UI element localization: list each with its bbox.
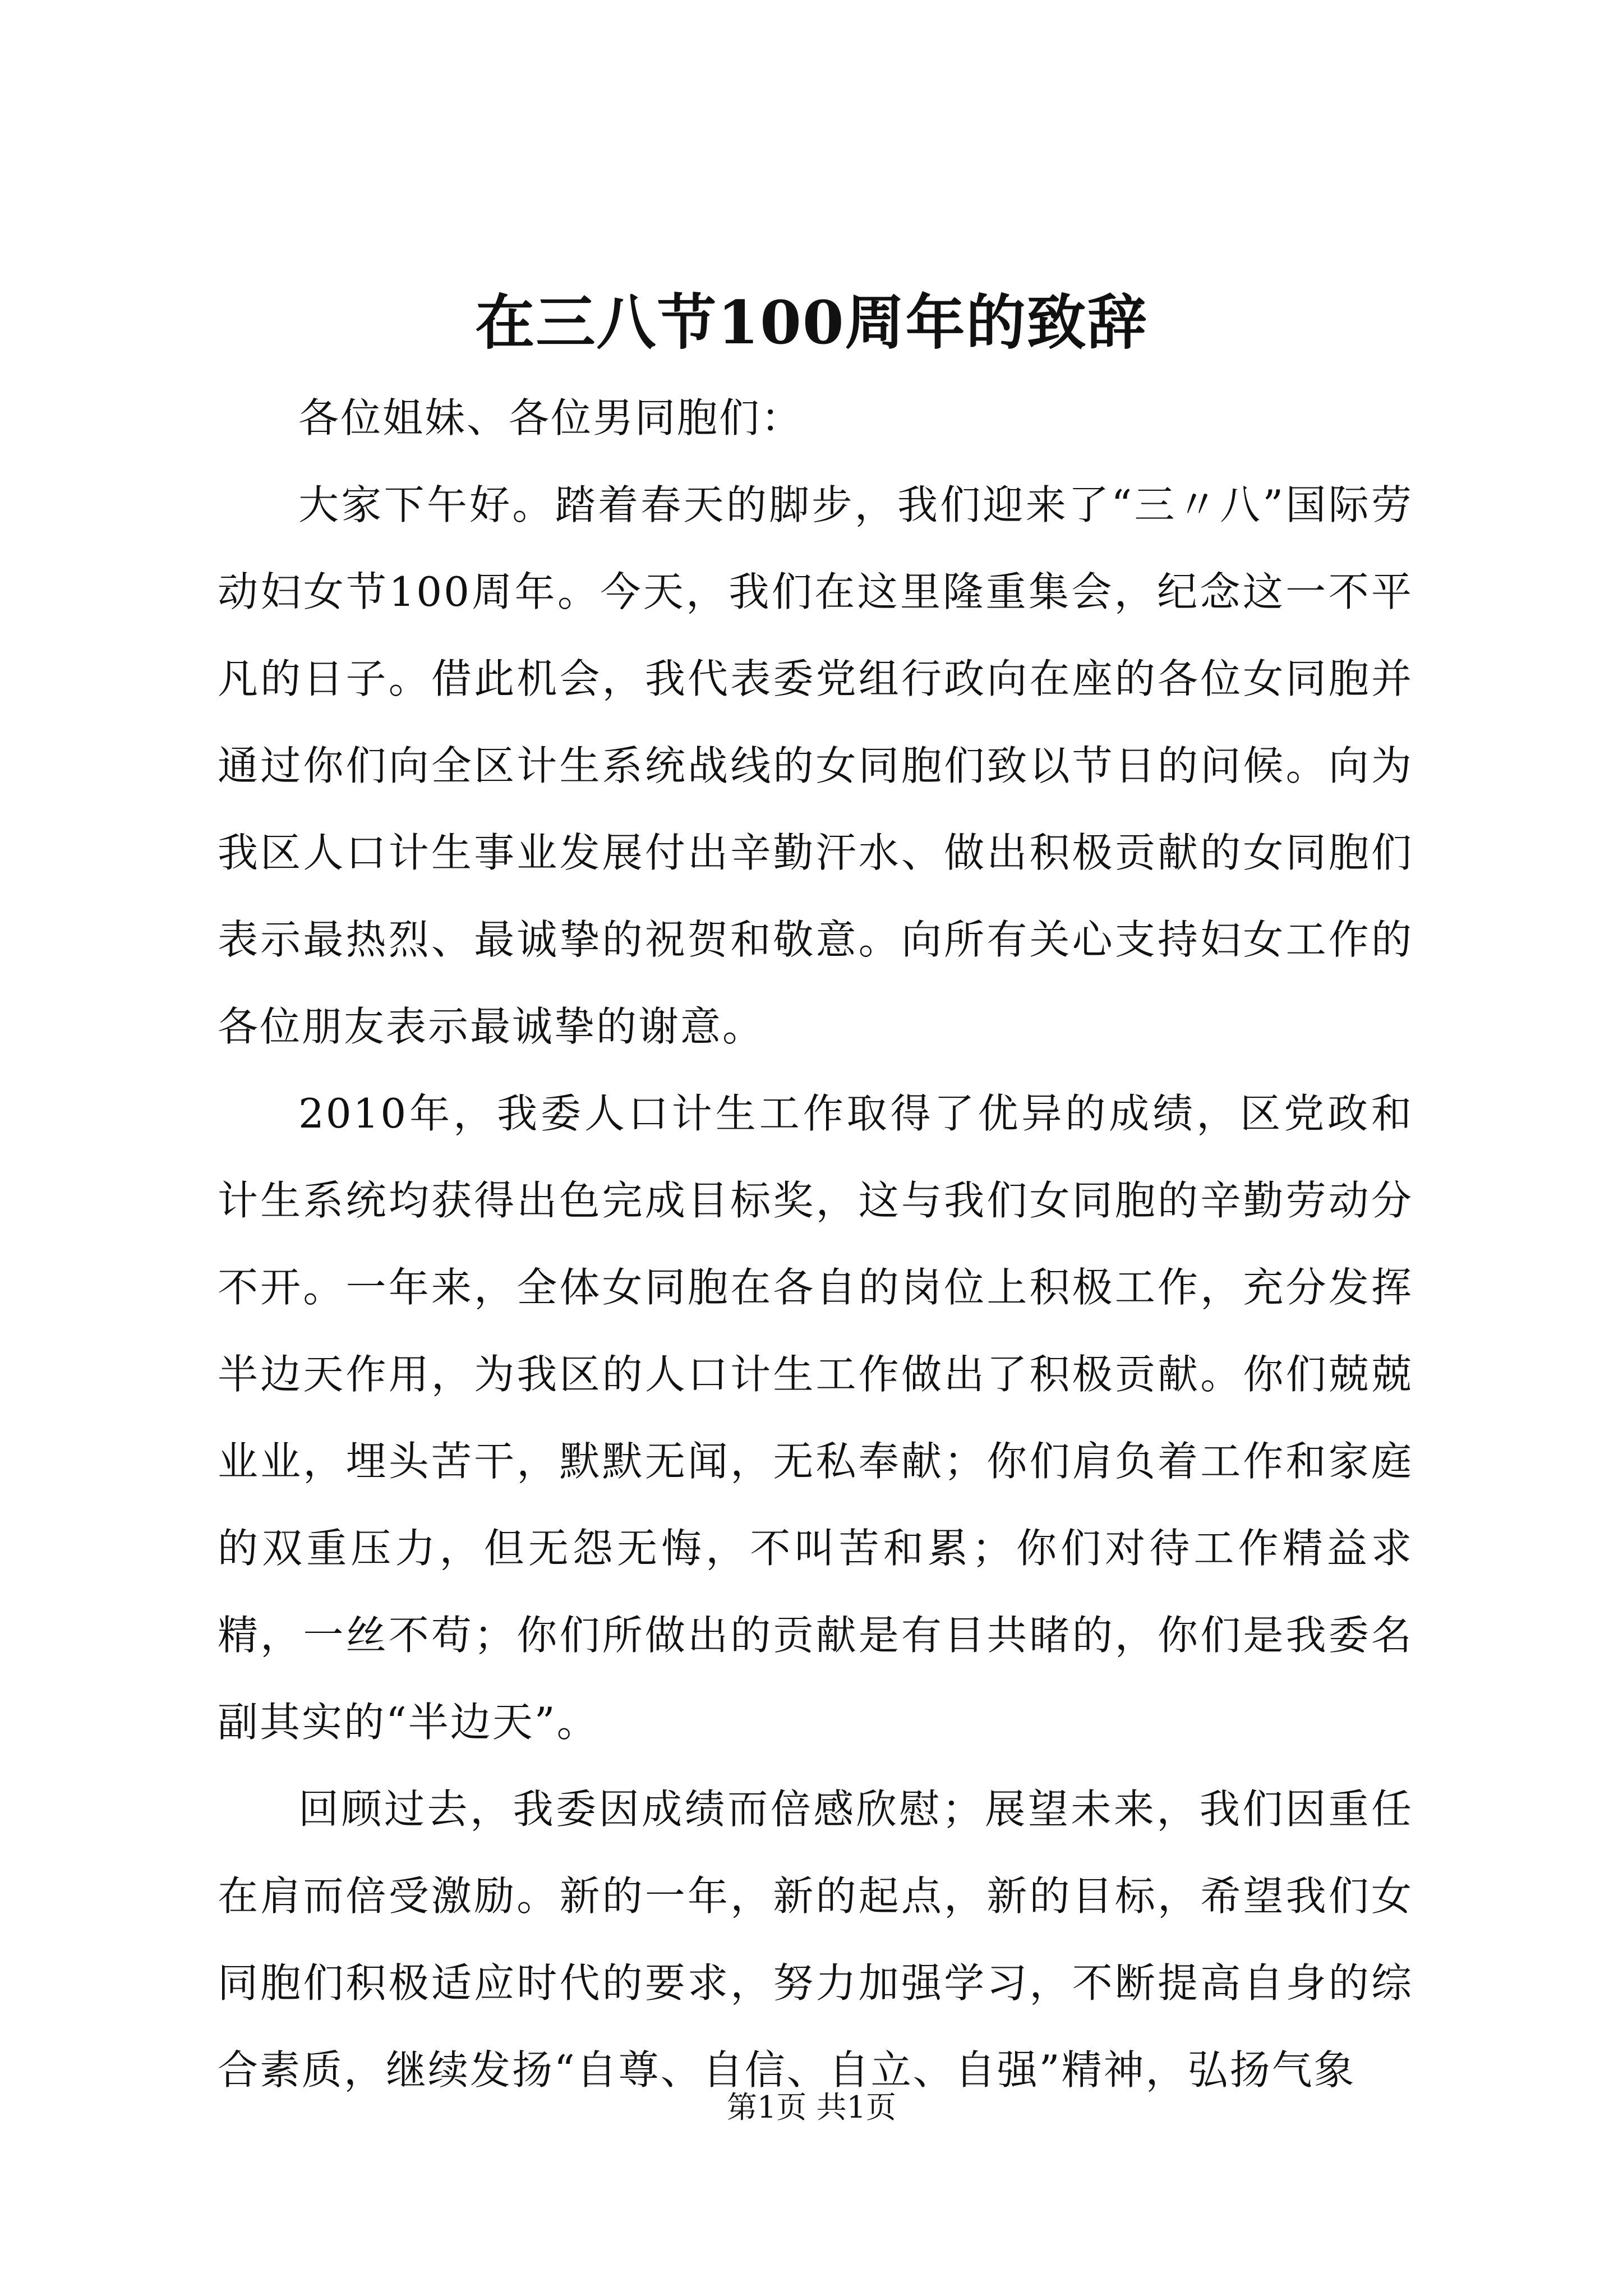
achievements-paragraph: 2010年，我委人口计生工作取得了优异的成绩，区党政和计生系统均获得出色完成目标奖，这与我们女同胞的辛勤劳动分不开。一年来，全体女同胞在各自的岗位上积极工作，充分发挥半边天作用，为我区的人口计生工作做出了积极贡献。你们兢兢业业，埋头苦干，默默无闻，无私奉献；你们肩负着工作和家庭的双重压力，但无怨无悔，不叫苦和累；你们对待工作精益求精，一丝不苟；你们所做出的贡献是有目共睹的，你们是我委名副其实的“半边天”。 [218,1090,1413,1746]
salutation-paragraph: 各位姐妹、各位男同胞们： [298,394,804,441]
page-number-footer: 第1页 共1页 [727,2090,896,2125]
document-title: 在三八节100周年的致辞 [475,287,1148,357]
greeting-paragraph: 大家下午好。踏着春天的脚步，我们迎来了“三〃八”国际劳动妇女节100周年。今天，我们在这里隆重集会，纪念这一不平凡的日子。借此机会，我代表委党组行政向在座的各位女同胞并通过你们向全区计生系统战线的女同胞们致以节日的问候。向为我区人口计生事业发展付出辛勤汗水、做出积极贡献的女同胞们表示最热烈、最诚挚的祝贺和敬意。向所有关心支持妇女工作的各位朋友表示最诚挚的谢意。 [218,481,1413,1050]
outlook-paragraph: 回顾过去，我委因成绩而倍感欣慰；展望未来，我们因重任在肩而倍受激励。新的一年，新的起点，新的目标，希望我们女同胞们积极适应时代的要求，努力加强学习，不断提高自身的综合素质，继续发扬“自尊、自信、自立、自强”精神，弘扬气象 [218,1786,1413,2093]
document-body [218,375,1413,2114]
